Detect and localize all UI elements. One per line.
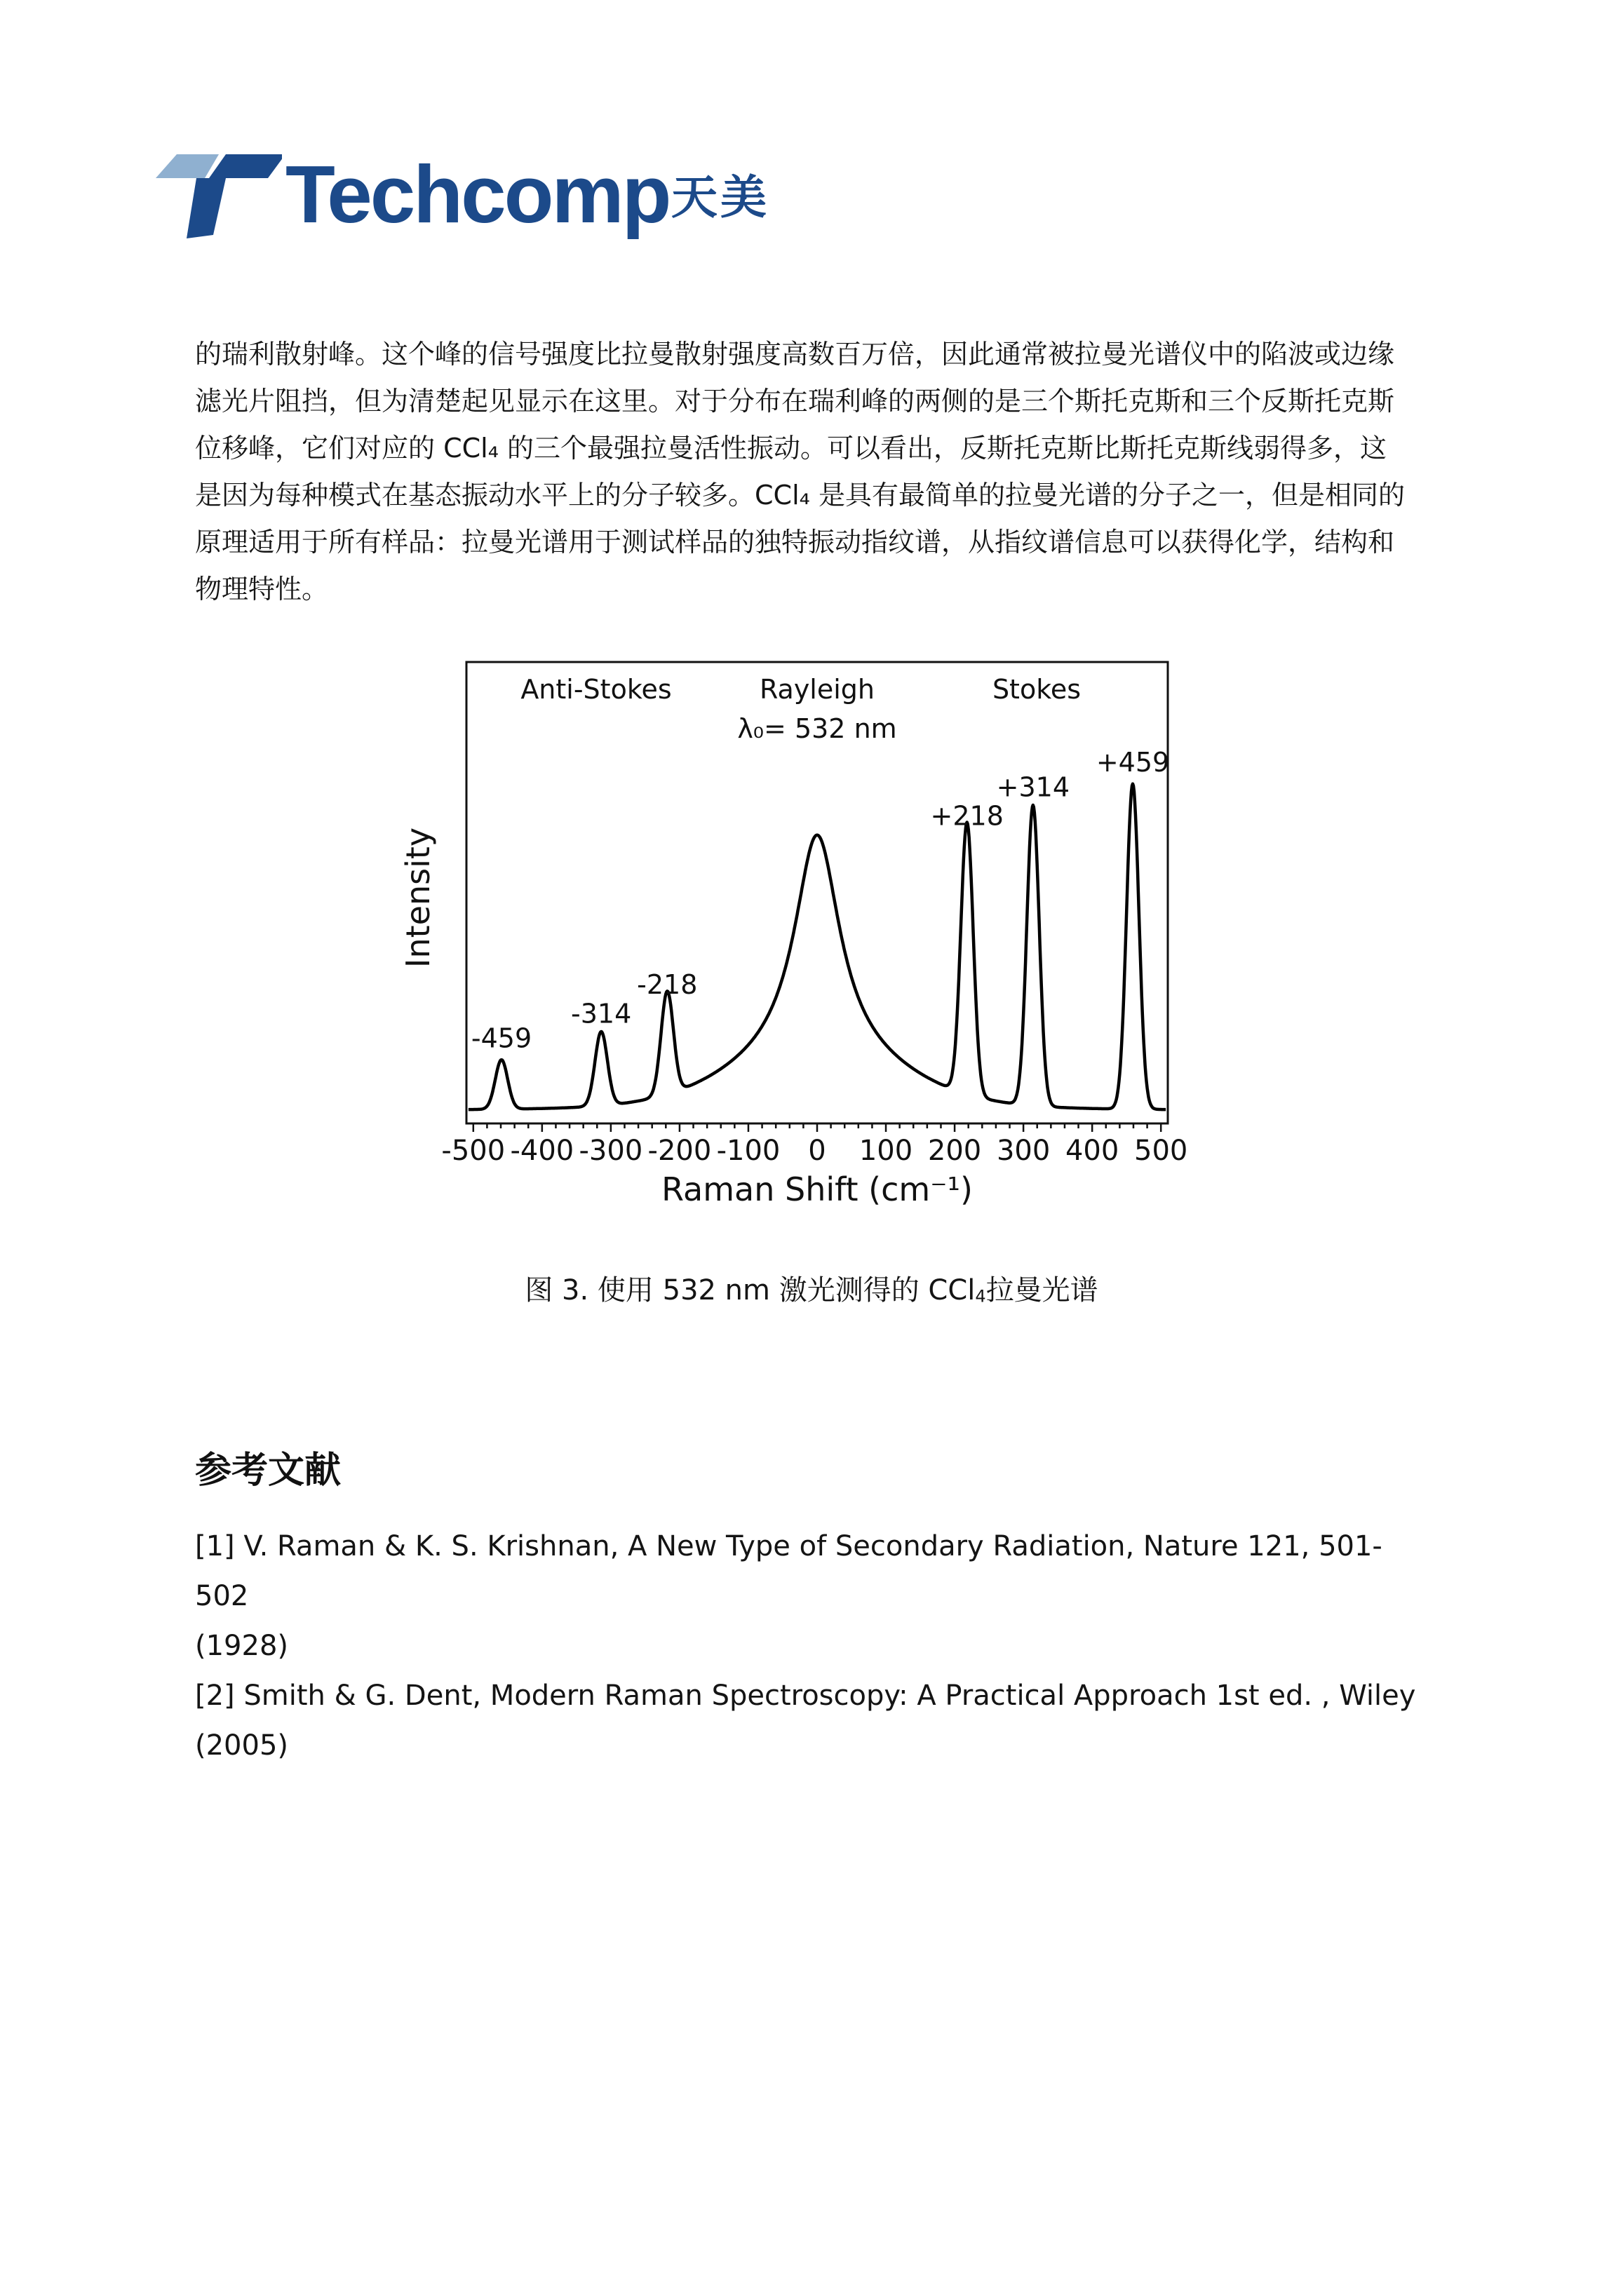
peak-label: +218	[930, 800, 1004, 832]
reference-line: (1928)	[195, 1630, 289, 1662]
caption-suffix: 拉曼光谱	[985, 1274, 1098, 1306]
x-tick-label: 200	[927, 1135, 982, 1167]
x-tick-label: 300	[996, 1135, 1051, 1167]
x-axis-label: Raman Shift (cm⁻¹)	[661, 1170, 973, 1208]
raman-spectrum-figure	[393, 652, 1206, 1227]
paragraph-line: 滤光片阻挡，但为清楚起见显示在这里。对于分布在瑞利峰的两侧的是三个斯托克斯和三个反斯托克斯	[195, 386, 1395, 417]
references-heading: 参考文献	[195, 1450, 342, 1492]
paragraph-line: 物理特性。	[195, 574, 329, 605]
caption-prefix: 图 3. 使用 532 nm 激光测得的 CCl	[525, 1274, 976, 1306]
figure-caption	[0, 1268, 1623, 1308]
rayleigh-wavelength-label: λ₀= 532 nm	[737, 713, 897, 744]
y-axis-label: Intensity	[399, 827, 437, 968]
peak-label: +314	[996, 771, 1070, 803]
peak-label: +459	[1096, 747, 1170, 778]
paragraph-line: 位移峰，它们对应的 CCl₄ 的三个最强拉曼活性振动。可以看出，反斯托克斯比斯托克斯线弱得多，这	[195, 433, 1387, 464]
body-paragraph	[195, 331, 1443, 613]
x-tick-label: -500	[441, 1135, 506, 1167]
logo-chinese-text: 天美	[671, 170, 769, 224]
logo-text: Techcomp	[285, 149, 670, 240]
peak-label: -218	[637, 969, 698, 1001]
caption-subscript: 4	[975, 1286, 986, 1306]
region-label-rayleigh: Rayleigh	[759, 674, 875, 705]
x-tick-label: 400	[1065, 1135, 1119, 1167]
x-tick-label: -400	[510, 1135, 574, 1167]
techcomp-logo	[156, 149, 787, 247]
reference-line: [1] V. Raman & K. S. Krishnan, A New Type of Secondary Radiation, Nature 121, 501- 502	[195, 1530, 1382, 1612]
x-tick-label: -100	[716, 1135, 781, 1167]
x-tick-label: -200	[647, 1135, 712, 1167]
x-axis-tick-labels	[441, 1135, 1187, 1167]
peak-label: -314	[571, 998, 632, 1029]
x-tick-label: 500	[1134, 1135, 1188, 1167]
reference-line: [2] Smith & G. Dent, Modern Raman Spectroscopy: A Practical Approach 1st ed. , Wiley	[195, 1680, 1416, 1712]
x-tick-label: 0	[808, 1135, 826, 1167]
references-list	[195, 1522, 1443, 1771]
peak-label: -459	[471, 1022, 532, 1054]
region-label-anti-stokes: Anti-Stokes	[520, 674, 672, 705]
raman-spectrum-chart	[393, 652, 1206, 1227]
x-axis-ticks	[473, 1123, 1161, 1132]
paragraph-line: 原理适用于所有样品：拉曼光谱用于测试样品的独特振动指纹谱，从指纹谱信息可以获得化学，结构和	[195, 527, 1395, 558]
techcomp-logo-mark-icon	[156, 149, 282, 240]
x-tick-label: 100	[858, 1135, 913, 1167]
reference-line: (2005)	[195, 1729, 289, 1762]
spectrum-line	[469, 784, 1166, 1109]
paragraph-line: 的瑞利散射峰。这个峰的信号强度比拉曼散射强度高数百万倍，因此通常被拉曼光谱仪中的陷波或边缘	[195, 339, 1395, 370]
region-label-stokes: Stokes	[992, 674, 1082, 705]
x-tick-label: -300	[579, 1135, 643, 1167]
peak-labels	[471, 747, 1169, 1053]
paragraph-line: 是因为每种模式在基态振动水平上的分子较多。CCl₄ 是具有最简单的拉曼光谱的分子之一，但是相同的	[195, 480, 1405, 511]
